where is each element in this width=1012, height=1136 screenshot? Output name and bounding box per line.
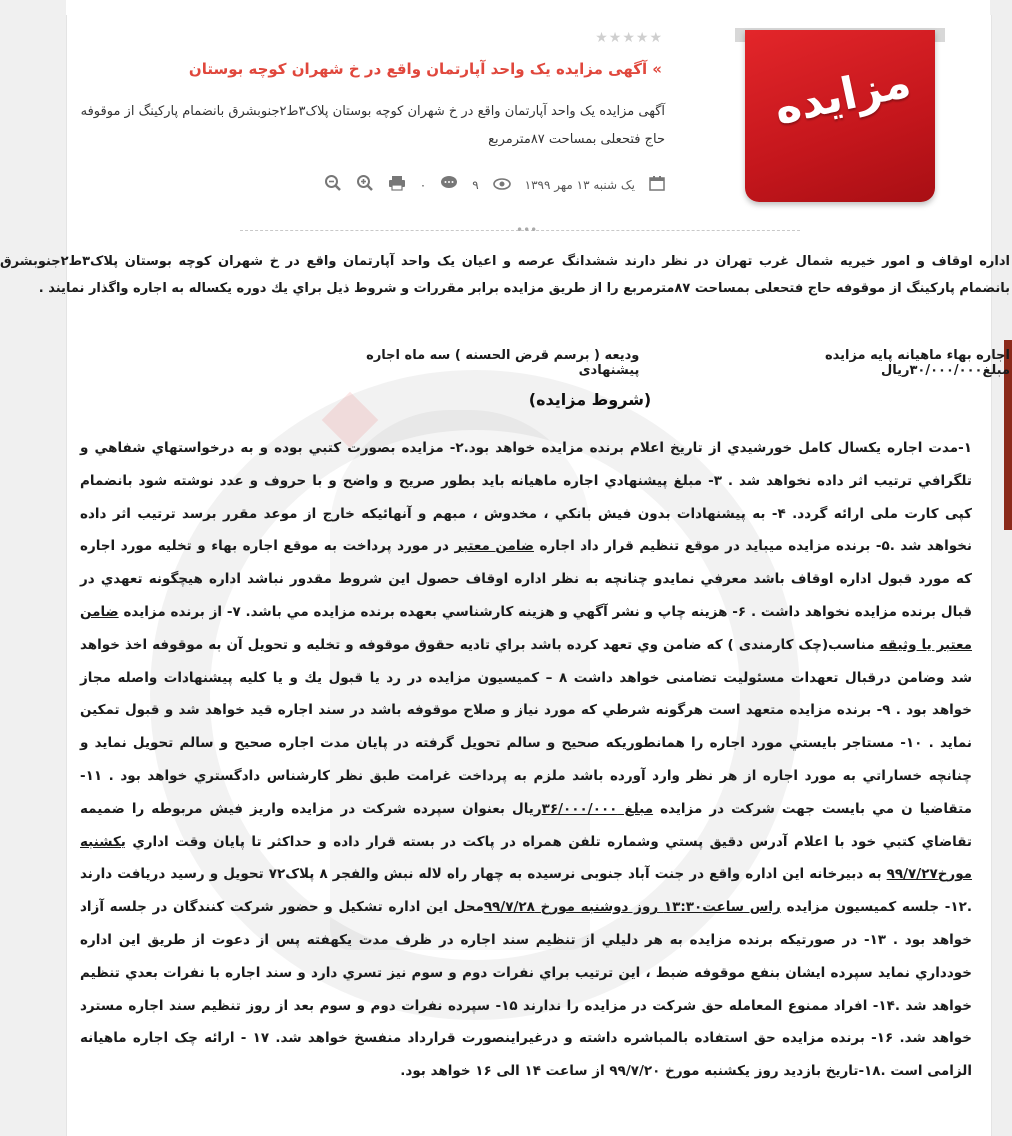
zoom-in-icon[interactable] <box>356 174 374 196</box>
eye-icon <box>493 176 511 195</box>
deposit-note: ودیعه ( برسم قرض الحسنه ) سه ماه اجاره پیشنهادی <box>366 348 640 378</box>
ribbon-label: مزایده <box>769 56 916 135</box>
comment-count: ۰ <box>419 178 427 192</box>
article-title[interactable]: » آگهی مزایده یک واحد آپارتمان واقع در خ شهران کوچه بوستان <box>188 60 662 78</box>
page-background-right <box>990 0 1012 1136</box>
article-meta-bar <box>300 172 665 198</box>
submission-deadline: یکشنبه مورخ۹۹/۷/۲۷ <box>80 833 973 883</box>
publish-date: یک شنبه ۱۳ مهر ۱۳۹۹ <box>524 178 635 192</box>
divider-ornament: ••• <box>516 223 538 237</box>
announcement-intro: اداره اوقاف و امور خیریه شمال غرب تهران در نظر دارند ششدانگ عرصه و اعیان یک واحد آپارتمان واقع در خ شهران کوچه بوستان پلاک۳ط۲جنوبشرق بانضمام پارکینگ از موقوفه حاج فتحعلی بمساحت ۸۷مترمربع را از طريق مزايده برابر مقررات و شروط ذيل براي يك دوره يكساله به اجاره واگذار نمايند . <box>0 254 1010 296</box>
deposit-amount: مبلغ ۳۶/۰۰۰/۰۰۰ <box>541 800 654 817</box>
conditions-text <box>80 432 972 1088</box>
conditions-part: ريال بعنوان سپرده شركت در مزايده واريز فيش مربوطه را ضميمه تقاضاي كتبي خود با اعلام آدرس دقيق پستي وشماره تلفن همراه در پاكت در بسته قرار داده و حداكثر تا پايان وقت اداري <box>80 800 972 850</box>
conditions-part: ۱-مدت اجاره يكسال كامل خورشيدي از تاريخ اعلام برنده مزايده خواهد بود.۲- مزايده بصورت كتبي بوده و به درخواستهاي شفاهي و تلگرافي ترتيب اثر داده نخواهد شد . ۳- مبلغ پيشنهادي اجاره ماهيانه بايد بطور صريح و واضح و با حروف و عدد نوشته شود بانضمام کپی کارت ملی ارائه گردد. ۴- به پيشنهادات بدون فيش بانكي ، مخدوش ، مبهم و آنهائيكه خارج از موعد مقرر برسد ترتيب اثر داده نخواهد شد .۵- برنده مزايده ميبايد در موقع تنظيم قرار داد اجاره <box>80 440 973 555</box>
session-datetime: راس ساعت۱۳:۳۰ روز دوشنبه مورخ ۹۹/۷/۲۸ <box>483 899 781 916</box>
print-icon[interactable] <box>388 175 406 195</box>
base-price: اجاره بهاء ماهیانه پایه مزایده مبلغ۳۰/۰۰۰/۰۰۰ریال <box>824 348 1010 378</box>
guarantor-highlight: ضامن معتبر يا وثيقه <box>80 603 973 653</box>
article-excerpt: آگهی مزایده یک واحد آپارتمان واقع در خ شهران کوچه بوستان پلاک۳ط۲جنوبشرق بانضمام پارکینگ از موقوفه حاج فتحعلی بمساحت ۸۷مترمربع <box>80 104 665 147</box>
price-row <box>320 348 1010 378</box>
calendar-icon <box>649 175 665 195</box>
conditions-heading: (شروط مزايده) <box>528 390 652 409</box>
guarantor-highlight: ضامن معتبر <box>454 538 534 555</box>
conditions-part: محل اين اداره تشكيل و حضور شركت كنندگان در جلسه آزاد خواهد بود . ۱۳- در صورتيكه برنده مزايده به هر دليلي از تنظيم سند اجاره در ظرف مدت يكهفته پس از دعوت از طريق اين اداره خودداري نمايد سپرده ايشان بنفع موقوفه ضبط ، اين ترتيب براي نفرات دوم و سوم نيز تسري دارد و سند اجاره با نفرات بعدي تنظيم خواهد شد .۱۴- افراد ممنوع المعامله حق شركت در مزايده را ندارند ۱۵- سپرده نفرات دوم و سوم بعد از روز تنظيم سند اجاره مسترد خواهد شد. ۱۶- برنده مزايده حق استفاده بالمباشره داشته و درغيراينصورت قرارداد منفسخ خواهد شد. ۱۷ - ارائه چک اجاره ماهیانه الزامی است .۱۸-تاریخ بازدید روز یکشنبه مورخ ۹۹/۷/۲۰ از ساعت ۱۴ الی ۱۶ خواهد بود. <box>80 899 972 1080</box>
comment-icon[interactable] <box>440 175 458 195</box>
conditions-part: مناسب(چک کارمندی ) كه ضامن وي تعهد كرده باشد براي تاديه حقوق موقوفه و تخليه و تحويل آن به موقوفه اخذ خواهد شد وضامن درقبال تعهدات مسئوليت تضامنی خواهد داشت ۸ – كميسيون مزايده در رد يا قبول يك و يا كليه پيشنهادات واصله مجاز خواهد بود . ۹- برنده مزايده متعهد است هرگونه شرطي كه مورد نياز و صلاح موقوفه باشد در سند اجاره قيد خواهد شد و قبول تمكين نمايد . ۱۰- مستاجر بايستي مورد اجاره را همانطوريكه صحيح و سالم تحويل گرفته در پايان مدت اجاره صحيح و سالم تحويل نمايد و چنانچه خساراتي به مورد اجاره از هر نظر وارد آورده باشد ملزم به پرداخت غرامت طبق نظر كارشناس دادگستري خواهد بود . ۱۱- متقاضيا ن مي بايست جهت شركت در مزايده <box>80 636 973 817</box>
page-background-left <box>0 0 66 1136</box>
view-count: ۹ <box>472 178 479 192</box>
zoom-out-icon[interactable] <box>324 174 342 196</box>
conditions-part: به دبيرخانه اين اداره واقع در جنت آباد جنوبی نرسيده به چهار راه لاله نبش والفجر ۸ پلاک۷۲ تحويل و رسيد دريافت دارند .۱۲- جلسه كميسيون مزايده <box>80 866 973 916</box>
rating-stars[interactable]: ★★★★★ <box>595 30 663 46</box>
conditions-part: در مورد پرداخت به موقع اجاره بهاء و تخليه مورد اجاره كه مورد قبول اداره اوقاف باشد معرفي نمايدو چنانچه به نظر اداره اوقاف حصول اين شروط مقدور نباشد اداره هيچگونه تعهدي در قبال برنده مزايده نخواهد داشت . ۶- هزينه چاپ و نشر آگهي و هزينه كارشناسي بعهده برنده مزايده مي باشد. ۷- از برنده مزايده <box>80 538 973 620</box>
